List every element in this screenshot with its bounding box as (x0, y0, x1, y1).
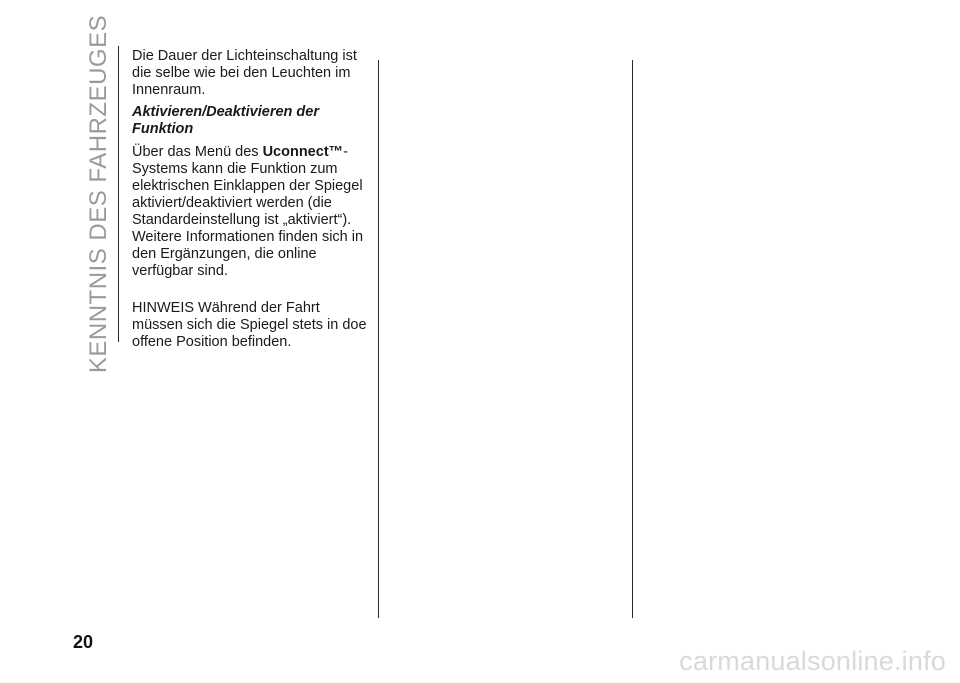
paragraph-uconnect (132, 144, 370, 280)
section-title-vertical (84, 14, 114, 374)
section-title-text: KENNTNIS DES FAHRZEUGES (85, 14, 113, 374)
watermark: carmanualsonline.info (679, 646, 946, 676)
paragraph-uconnect-suffix: -Systems kann die Funktion zum elektrischen Einklappen der Spiegel aktiviert/deaktiviert werden (die Standardeinstellung ist „aktiviert“). Weitere Informationen finden sich in den Ergänzungen, die online verfügbar sind. (132, 144, 364, 279)
page-number: 20 (73, 632, 94, 652)
section-divider (118, 46, 119, 342)
column-divider-2 (632, 60, 633, 618)
heading-activate-deactivate: Aktivieren/Deaktivieren der Funktion (132, 104, 319, 137)
text-column (132, 48, 370, 351)
paragraph-uconnect-prefix: Über das Menü des (132, 144, 263, 160)
paragraph-light-duration: Die Dauer der Lichteinschaltung ist die selbe wie bei den Leuchten im Innenraum. (132, 48, 357, 98)
note-paragraph: HINWEIS Während der Fahrt müssen sich die Spiegel stets in doe offene Position befinden. (132, 300, 367, 350)
column-divider-1 (378, 60, 379, 618)
brand-uconnect: Uconnect™ (262, 144, 344, 160)
